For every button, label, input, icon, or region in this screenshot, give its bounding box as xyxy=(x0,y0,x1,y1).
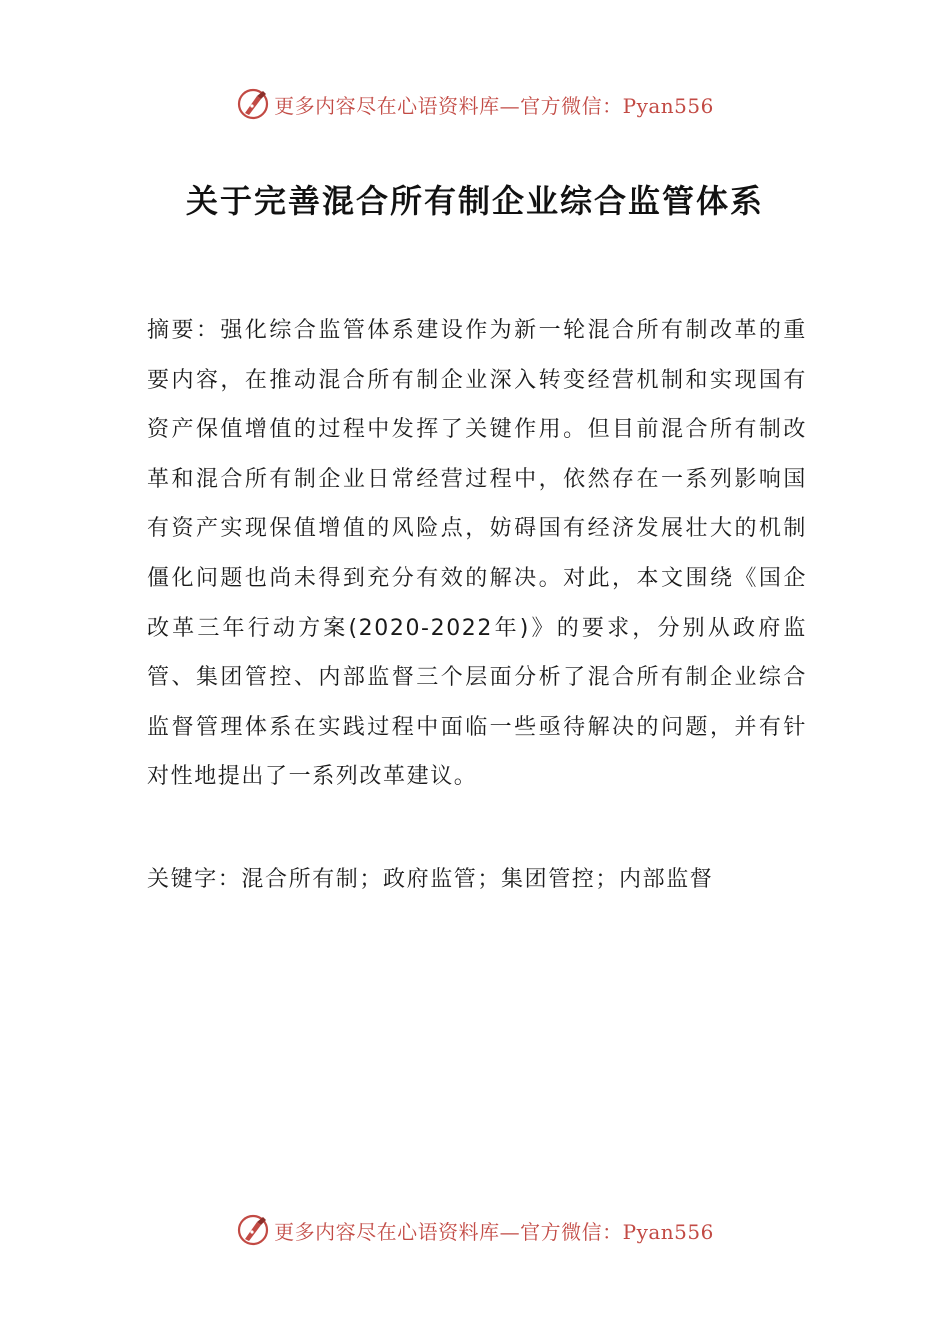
header-banner xyxy=(0,84,950,124)
footer-banner xyxy=(0,1210,950,1250)
footer-banner-text: 更多内容尽在心语资料库—官方微信：Pyan556 xyxy=(274,1219,714,1244)
document-title: 关于完善混合所有制企业综合监管体系 xyxy=(185,182,764,220)
abstract-paragraph: 摘要：强化综合监管体系建设作为新一轮混合所有制改革的重要内容，在推动混合所有制企业深入转变经营机制和实现国有资产保值增值的过程中发挥了关键作用。但目前混合所有制改革和混合所有制企业日常经营过程中，依然存在一系列影响国有资产实现保值增值的风险点，妨碍国有经济发展壮大的机制僵化问题也尚未得到充分有效的解决。对此，本文围绕《国企改革三年行动方案(2020-2022年)》的要求，分别从政府监管、集团管控、内部监督三个层面分析了混合所有制企业综合监督管理体系在实践过程中面临一些亟待解决的问题，并有针对性地提出了一系列改革建议。 xyxy=(147,318,807,790)
header-banner-text: 更多内容尽在心语资料库—官方微信：Pyan556 xyxy=(274,93,714,118)
pen-nib-logo-icon xyxy=(236,1213,270,1247)
keywords-line: 关键字：混合所有制；政府监管；集团管控；内部监督 xyxy=(147,867,714,892)
pen-nib-logo-icon xyxy=(236,87,270,121)
